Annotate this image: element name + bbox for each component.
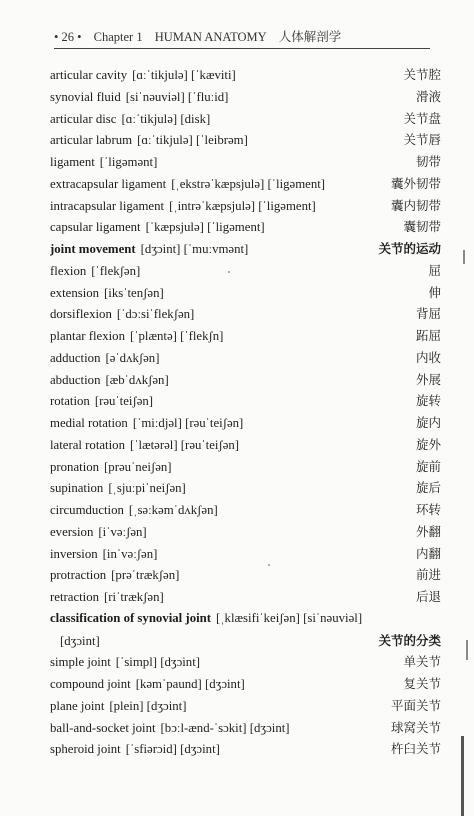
- entry-chinese: 囊韧带: [403, 219, 441, 235]
- entry-chinese: 韧带: [415, 154, 441, 169]
- entry-phonetic: [kəmˈpaund] [dʒɔint]: [135, 677, 245, 691]
- entry-term: capsular ligament: [50, 220, 141, 235]
- entry-chinese: 旋前: [415, 458, 441, 474]
- entry-term: articular disc: [50, 111, 117, 126]
- entry-chinese: 关节的分类: [378, 632, 441, 648]
- glossary-entry: [50, 303, 441, 325]
- entry-term: adduction: [50, 350, 101, 365]
- entry-term: joint movement: [50, 242, 136, 256]
- entry-chinese: 内翻: [415, 545, 441, 561]
- entry-english: [50, 500, 218, 521]
- glossary-entry: [50, 673, 441, 695]
- glossary-entry: [50, 86, 441, 108]
- entry-phonetic: [ˈplæntə] [ˈflekʃn]: [129, 329, 224, 343]
- glossary-entry: [50, 521, 441, 543]
- entry-chinese: 杵臼关节: [390, 741, 441, 757]
- entry-english: [50, 65, 236, 86]
- entry-english: [50, 261, 140, 282]
- entry-chinese: 外展: [415, 371, 441, 387]
- entry-term: rotation: [50, 394, 90, 409]
- entry-term: plane joint: [50, 698, 105, 713]
- chapter-title: HUMAN ANATOMY: [154, 30, 267, 44]
- entry-chinese: 关节盘: [403, 110, 441, 126]
- entry-english: [50, 87, 228, 108]
- entry-phonetic: [inˈvəːʃən]: [102, 546, 158, 561]
- entry-chinese: 前进: [415, 567, 441, 583]
- entry-term: classification of synovial joint: [50, 610, 212, 625]
- entry-phonetic: [ɑːˈtikjulə] [ˈleibrəm]: [137, 133, 248, 148]
- entry-phonetic: [ˈmiːdjəl] [rəuˈteiʃən]: [132, 416, 244, 430]
- entry-english: [50, 370, 169, 391]
- entry-chinese: 平面关节: [390, 697, 441, 713]
- entry-phonetic: [plein] [dʒɔint]: [109, 698, 187, 713]
- entry-phonetic: [ˈsfiərɔid] [dʒɔint]: [125, 742, 220, 757]
- entry-chinese: 球窝关节: [390, 719, 441, 735]
- entry-term: articular cavity: [50, 68, 128, 82]
- entry-english: [50, 631, 100, 652]
- chapter-title-zh: 人体解剖学: [278, 30, 342, 44]
- entry-term: plantar flexion: [50, 329, 125, 343]
- entry-term: inversion: [50, 546, 98, 561]
- entry-phonetic: [ˈdɔːsiˈflekʃən]: [116, 307, 195, 322]
- entry-term: synovial fluid: [50, 89, 121, 104]
- entry-chinese: 环转: [415, 502, 441, 517]
- entry-english: [50, 413, 243, 434]
- scan-speck: [268, 564, 270, 566]
- entry-term: medial rotation: [50, 416, 128, 430]
- entry-chinese: 关节唇: [403, 132, 441, 148]
- glossary-entry: [50, 434, 441, 456]
- entry-chinese: 伸: [428, 284, 441, 300]
- entry-chinese: 复关节: [403, 676, 441, 691]
- entry-english: [50, 608, 362, 630]
- entry-phonetic: [ˌsəːkəmˈdʌkʃən]: [128, 503, 218, 517]
- entry-phonetic: [ˌklæsifiˈkeiʃən] [siˈnəuviəl]: [216, 610, 363, 625]
- entry-term: dorsiflexion: [50, 307, 112, 322]
- entry-phonetic: [æbˈdʌkʃən]: [105, 372, 169, 387]
- entry-phonetic: [əˈdʌkʃən]: [105, 350, 160, 365]
- entry-term: ligament: [50, 155, 95, 169]
- entry-term: pronation: [50, 459, 100, 474]
- entry-phonetic: [ˌintrəˈkæpsjulə] [ˈligəment]: [169, 198, 316, 213]
- glossary-entry: [50, 129, 441, 151]
- entry-phonetic: [dʒɔint] [ˈmuːvmənt]: [140, 242, 249, 256]
- entry-english: [50, 348, 159, 369]
- page-edge-mark: [463, 250, 465, 264]
- entry-chinese: 旋外: [415, 436, 441, 452]
- entry-term: circumduction: [50, 503, 124, 517]
- running-header: [54, 27, 404, 45]
- entry-english: [50, 587, 164, 608]
- glossary-entry: [50, 195, 441, 217]
- entry-term: intracapsular ligament: [50, 198, 165, 213]
- entry-english: [50, 544, 157, 565]
- glossary-entry: [50, 325, 441, 347]
- entry-english: [50, 217, 265, 238]
- entry-term: articular labrum: [50, 133, 133, 148]
- entry-term: compound joint: [50, 677, 131, 691]
- page-edge-mark: [466, 640, 468, 660]
- scan-speck: [228, 271, 230, 273]
- entry-phonetic: [iˈvəːʃən]: [98, 524, 147, 539]
- entry-phonetic: [ˌsjuːpiˈneiʃən]: [108, 481, 186, 496]
- glossary-entry: [50, 412, 441, 434]
- glossary-entry: [50, 108, 441, 130]
- glossary-entry: [50, 216, 441, 238]
- entry-term: simple joint: [50, 655, 111, 670]
- entry-english: [50, 696, 186, 717]
- entry-term: lateral rotation: [50, 437, 125, 452]
- entry-english: [50, 478, 186, 499]
- glossary-entry: [50, 586, 441, 608]
- entry-chinese: 内收: [415, 349, 441, 365]
- entry-english: [50, 391, 153, 412]
- entry-english: [50, 304, 194, 325]
- glossary-entry: [50, 738, 441, 760]
- glossary-entry: [50, 347, 441, 369]
- glossary-entry: [50, 695, 441, 717]
- entry-phonetic: [ɑːˈtikjulə] [disk]: [121, 111, 211, 126]
- glossary-entry: [50, 543, 441, 565]
- entry-term: ball-and-socket joint: [50, 720, 156, 735]
- entry-term: eversion: [50, 524, 94, 539]
- entry-phonetic: [ˈkæpsjulə] [ˈligəment]: [145, 220, 265, 235]
- entry-chinese: 囊外韧带: [390, 175, 441, 191]
- glossary-entry: [50, 390, 441, 412]
- entry-english: [50, 522, 147, 543]
- page-edge-mark: [461, 736, 464, 816]
- entry-english: [50, 457, 172, 478]
- entry-english: [50, 718, 290, 739]
- entry-phonetic: [dʒɔint]: [60, 633, 100, 648]
- entry-phonetic: [ˈflekʃən]: [91, 263, 141, 278]
- entry-phonetic: [prəˈtrækʃən]: [111, 568, 180, 583]
- entry-phonetic: [rəuˈteiʃən]: [94, 394, 154, 409]
- entry-english: [50, 326, 223, 347]
- entry-chinese: 关节腔: [403, 67, 441, 82]
- entry-english: [50, 109, 210, 130]
- glossary-entry: [50, 630, 441, 652]
- entry-english: [50, 196, 316, 217]
- entry-chinese: 跖屈: [415, 328, 441, 343]
- header-rule: [54, 48, 430, 49]
- entry-phonetic: [prəuˈneiʃən]: [104, 459, 172, 474]
- entry-english: [50, 152, 157, 173]
- entry-chinese: 囊内韧带: [390, 197, 441, 213]
- entry-chinese: 旋内: [415, 415, 441, 430]
- entry-english: [50, 739, 220, 760]
- entry-phonetic: [ˈligəmənt]: [99, 155, 158, 169]
- entry-chinese: 外翻: [415, 523, 441, 539]
- entry-chinese: 滑液: [415, 88, 441, 104]
- entry-term: abduction: [50, 372, 101, 387]
- entry-term: flexion: [50, 263, 87, 278]
- glossary-entry: [50, 369, 441, 391]
- entry-phonetic: [riˈtrækʃən]: [104, 590, 164, 604]
- entry-english: [50, 435, 239, 456]
- entry-phonetic: [ˈsimpl] [dʒɔint]: [115, 655, 201, 670]
- entry-phonetic: [bɔːl-ænd-ˈsɔkit] [dʒɔint]: [160, 720, 290, 735]
- page-number: • 26 •: [54, 30, 82, 44]
- entry-term: extracapsular ligament: [50, 176, 167, 191]
- entry-english: [50, 565, 179, 586]
- entry-english: [50, 674, 245, 695]
- entry-english: [50, 652, 200, 673]
- glossary-entry: [50, 477, 441, 499]
- entry-english: [50, 174, 325, 195]
- entry-phonetic: [ˌekstrəˈkæpsjulə] [ˈligəment]: [171, 176, 326, 191]
- glossary-entry: [50, 238, 441, 260]
- entry-term: supination: [50, 481, 104, 496]
- entry-phonetic: [ɑːˈtikjulə] [ˈkæviti]: [132, 68, 236, 82]
- entry-chinese: 旋转: [415, 393, 441, 409]
- entry-term: extension: [50, 285, 100, 300]
- entry-phonetic: [iksˈtenʃən]: [104, 285, 164, 300]
- glossary-entry: [50, 499, 441, 521]
- glossary-entry: [50, 456, 441, 478]
- entry-chinese: 单关节: [403, 654, 441, 670]
- glossary-entry: [50, 282, 441, 304]
- entry-phonetic: [ˈlætərəl] [rəuˈteiʃən]: [129, 437, 240, 452]
- glossary-list: [50, 64, 441, 760]
- entry-chinese: 屈: [428, 262, 441, 278]
- glossary-entry: [50, 260, 441, 282]
- glossary-entry: [50, 608, 441, 630]
- chapter-label: Chapter 1: [93, 30, 143, 44]
- entry-english: [50, 283, 164, 304]
- glossary-entry: [50, 173, 441, 195]
- entry-phonetic: [siˈnəuviəl] [ˈfluːid]: [125, 89, 229, 104]
- glossary-entry: [50, 717, 441, 739]
- entry-chinese: 背屈: [415, 306, 441, 322]
- entry-chinese: 关节的运动: [378, 241, 441, 256]
- glossary-entry: [50, 151, 441, 173]
- entry-chinese: 后退: [415, 589, 441, 604]
- entry-english: [50, 130, 248, 151]
- entry-chinese: 旋后: [415, 480, 441, 496]
- entry-term: spheroid joint: [50, 742, 121, 757]
- glossary-entry: [50, 564, 441, 586]
- entry-term: protraction: [50, 568, 107, 583]
- entry-term: retraction: [50, 590, 100, 604]
- glossary-entry: [50, 64, 441, 86]
- entry-english: [50, 239, 248, 260]
- glossary-entry: [50, 651, 441, 673]
